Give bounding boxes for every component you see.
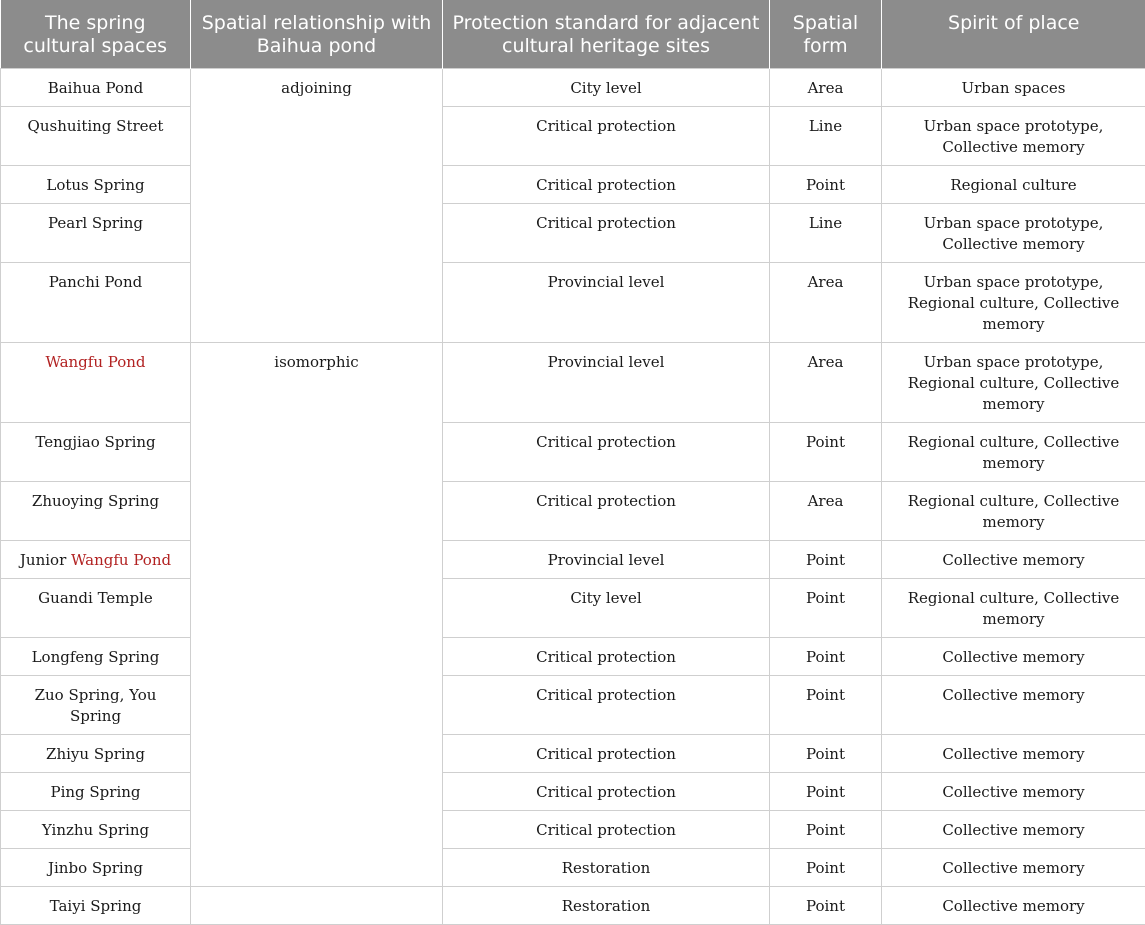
protection-standard: Critical protection	[443, 773, 770, 811]
spirit-of-place: Urban space prototype, Collective memory	[882, 107, 1145, 166]
protection-standard: Critical protection	[443, 107, 770, 166]
table-row	[1, 482, 1145, 541]
spirit-of-place: Collective memory	[882, 638, 1145, 676]
header-spirit-of-place: Spirit of place	[882, 0, 1145, 69]
table-row	[1, 676, 1145, 735]
protection-standard: Restoration	[443, 849, 770, 887]
header-spring-cultural-spaces: The spring cultural spaces	[1, 0, 191, 69]
spatial-form: Point	[770, 773, 882, 811]
spatial-form: Point	[770, 887, 882, 925]
relationship-adjoining: adjoining	[191, 69, 443, 343]
protection-standard: Critical protection	[443, 423, 770, 482]
relationship-isomorphic: isomorphic	[191, 343, 443, 887]
spatial-form: Area	[770, 263, 882, 343]
table-row	[1, 343, 1145, 423]
spirit-of-place: Urban space prototype, Collective memory	[882, 204, 1145, 263]
spatial-form: Area	[770, 69, 882, 107]
spirit-of-place: Urban space prototype, Regional culture, Collective memory	[882, 263, 1145, 343]
table-row	[1, 263, 1145, 343]
spring-name: Zhiyu Spring	[1, 735, 191, 773]
table-row	[1, 773, 1145, 811]
spring-name	[1, 541, 191, 579]
spirit-of-place: Collective memory	[882, 541, 1145, 579]
table-row	[1, 811, 1145, 849]
spring-name: Ping Spring	[1, 773, 191, 811]
table-row	[1, 887, 1145, 925]
table-row	[1, 849, 1145, 887]
table-row	[1, 735, 1145, 773]
protection-standard: Critical protection	[443, 166, 770, 204]
protection-standard: Provincial level	[443, 343, 770, 423]
spatial-form: Point	[770, 735, 882, 773]
spring-name: Guandi Temple	[1, 579, 191, 638]
table-row	[1, 204, 1145, 263]
spring-name: Lotus Spring	[1, 166, 191, 204]
spring-name: Yinzhu Spring	[1, 811, 191, 849]
protection-standard: Critical protection	[443, 482, 770, 541]
protection-standard: Restoration	[443, 887, 770, 925]
spring-name-highlight: Wangfu Pond	[71, 551, 171, 569]
spirit-of-place: Collective memory	[882, 887, 1145, 925]
spirit-of-place: Collective memory	[882, 773, 1145, 811]
spring-name: Zuo Spring, You Spring	[1, 676, 191, 735]
spirit-of-place: Urban spaces	[882, 69, 1145, 107]
spatial-form: Area	[770, 343, 882, 423]
spring-name-prefix: Junior	[20, 551, 71, 569]
table-row	[1, 423, 1145, 482]
spatial-form: Point	[770, 638, 882, 676]
protection-standard: Critical protection	[443, 638, 770, 676]
protection-standard: Critical protection	[443, 204, 770, 263]
protection-standard: City level	[443, 69, 770, 107]
header-row	[1, 0, 1145, 69]
header-spatial-relationship: Spatial relationship with Baihua pond	[191, 0, 443, 69]
spatial-form: Point	[770, 541, 882, 579]
table-row	[1, 541, 1145, 579]
spring-name: Longfeng Spring	[1, 638, 191, 676]
protection-standard: Critical protection	[443, 735, 770, 773]
spring-name: Pearl Spring	[1, 204, 191, 263]
protection-standard: Provincial level	[443, 541, 770, 579]
spatial-form: Point	[770, 579, 882, 638]
spring-name: Zhuoying Spring	[1, 482, 191, 541]
spirit-of-place: Regional culture, Collective memory	[882, 482, 1145, 541]
spirit-of-place: Regional culture	[882, 166, 1145, 204]
protection-standard: Critical protection	[443, 676, 770, 735]
spring-name: Taiyi Spring	[1, 887, 191, 925]
spirit-of-place: Regional culture, Collective memory	[882, 423, 1145, 482]
spatial-form: Point	[770, 423, 882, 482]
table-row	[1, 107, 1145, 166]
header-protection-standard: Protection standard for adjacent cultural heritage sites	[443, 0, 770, 69]
spirit-of-place: Urban space prototype, Regional culture, Collective memory	[882, 343, 1145, 423]
protection-standard: City level	[443, 579, 770, 638]
spring-name: Wangfu Pond	[1, 343, 191, 423]
protection-standard: Provincial level	[443, 263, 770, 343]
spring-name: Jinbo Spring	[1, 849, 191, 887]
protection-standard: Critical protection	[443, 811, 770, 849]
table-row	[1, 638, 1145, 676]
spatial-form: Point	[770, 811, 882, 849]
spatial-form: Area	[770, 482, 882, 541]
spirit-of-place: Regional culture, Collective memory	[882, 579, 1145, 638]
spring-name: Baihua Pond	[1, 69, 191, 107]
spirit-of-place: Collective memory	[882, 735, 1145, 773]
spirit-of-place: Collective memory	[882, 849, 1145, 887]
spatial-form: Point	[770, 166, 882, 204]
spring-name: Tengjiao Spring	[1, 423, 191, 482]
relationship-empty	[191, 887, 443, 925]
table-row	[1, 579, 1145, 638]
spirit-of-place: Collective memory	[882, 811, 1145, 849]
spatial-form: Point	[770, 676, 882, 735]
table-row	[1, 69, 1145, 107]
spatial-form: Line	[770, 204, 882, 263]
spatial-form: Line	[770, 107, 882, 166]
spirit-of-place: Collective memory	[882, 676, 1145, 735]
header-spatial-form: Spatial form	[770, 0, 882, 69]
table-row	[1, 166, 1145, 204]
spatial-form: Point	[770, 849, 882, 887]
spring-name: Qushuiting Street	[1, 107, 191, 166]
spring-name: Panchi Pond	[1, 263, 191, 343]
